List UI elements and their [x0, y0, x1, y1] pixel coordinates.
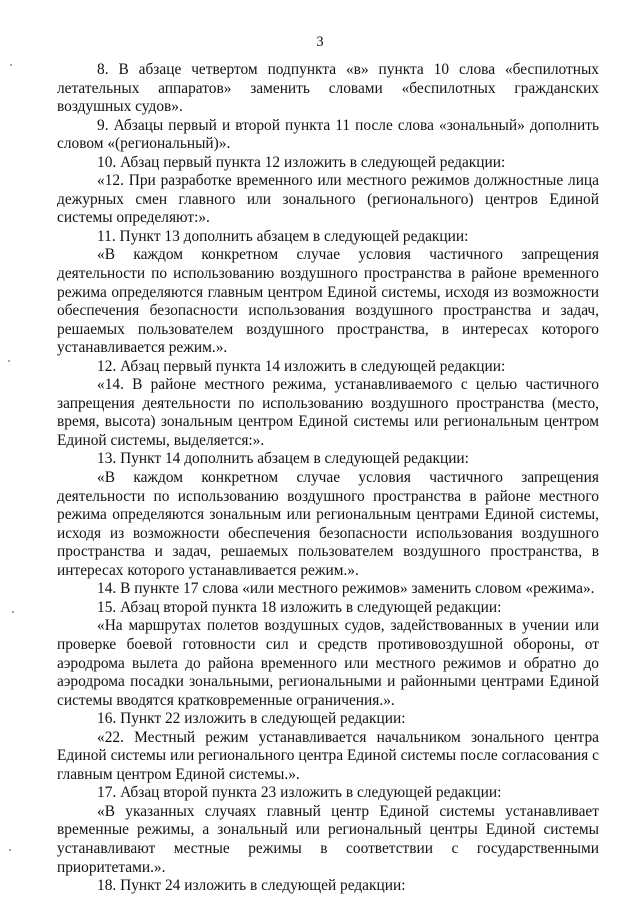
paragraph-quote-point-14: «14. В районе местного режима, устанавливаемого с целью частичного запрещения деятельности по использованию воздушного пространства (место, время, высота) зональным центром Единой системы или региональным центром Единой системы, выделяется:».	[57, 376, 599, 449]
paragraph-quote-point-12: «12. При разработке временного или местного режимов должностные лица дежурных смен главного или зонального (регионального) центров Единой системы определяют:».	[57, 172, 599, 227]
paragraph-item-17: 17. Абзац второй пункта 23 изложить в следующей редакции:	[97, 784, 502, 802]
paragraph-quote-point-18: «На маршрутах полетов воздушных судов, задействованных в учении или проверке боевой готовности сил и средств противовоздушной обороны, от аэродрома вылета до района временного или местного режимов и обратно до аэродрома посадки зональными, региональными и районными центрами Единой системы вводятся кратковременные ограничения.».	[57, 617, 599, 709]
paragraph-item-16: 16. Пункт 22 изложить в следующей редакции:	[97, 710, 406, 728]
paragraph-item-13: 13. Пункт 14 дополнить абзацем в следующей редакции:	[97, 450, 469, 468]
scan-speck	[9, 849, 11, 851]
paragraph-quote-point-23: «В указанных случаях главный центр Единой системы устанавливает временные режимы, а зональный или региональный центры Единой системы устанавливают местные режимы в соответствии с государственными приоритетами.».	[57, 802, 599, 876]
scan-speck	[8, 360, 10, 362]
paragraph-item-8: 8. В абзаце четвертом подпункта «в» пункта 10 слова «беспилотных летательных аппаратов» заменить словами «беспилотных гражданских воздушных судов».	[57, 61, 599, 116]
document-body	[57, 61, 599, 896]
paragraph-item-11: 11. Пункт 13 дополнить абзацем в следующей редакции:	[97, 227, 469, 245]
page-number: 3	[316, 34, 324, 50]
paragraph-item-15: 15. Абзац второй пункта 18 изложить в следующей редакции:	[97, 598, 502, 616]
paragraph-item-18: 18. Пункт 24 изложить в следующей редакции:	[97, 877, 406, 895]
paragraph-quote-point-14-addition: «В каждом конкретном случае условия частичного запрещения деятельности по использованию воздушного пространства в районе местного режима определяются зональным или региональным центрами Единой системы, исходя из возможности обеспечения безопасности использования воздушного пространства и задач, решаемых пользователем воздушного пространства, в интересах которого устанавливается режим.».	[57, 469, 599, 579]
paragraph-item-14: 14. В пункте 17 слова «или местного режимов» заменить словом «режима».	[97, 580, 595, 598]
paragraph-quote-point-13: «В каждом конкретном случае условия частичного запрещения деятельности по использованию воздушного пространства в районе временного режима определяются главным центром Единой системы, исходя из возможности обеспечения безопасности использования воздушного пространства и задач, решаемых пользователем воздушного пространства, в интересах которого устанавливается режим.».	[57, 246, 599, 357]
paragraph-item-9: 9. Абзацы первый и второй пункта 11 после слова «зональный» дополнить словом «(региональный)».	[57, 116, 599, 153]
scan-speck	[10, 64, 12, 66]
paragraph-item-10: 10. Абзац первый пункта 12 изложить в следующей редакции:	[97, 153, 506, 171]
paragraph-quote-point-22: «22. Местный режим устанавливается начальником зонального центра Единой системы или регионального центра Единой системы после согласования с главным центром Единой системы.».	[57, 728, 599, 783]
paragraph-item-12: 12. Абзац первый пункта 14 изложить в следующей редакции:	[97, 357, 506, 375]
scan-speck	[12, 611, 14, 613]
